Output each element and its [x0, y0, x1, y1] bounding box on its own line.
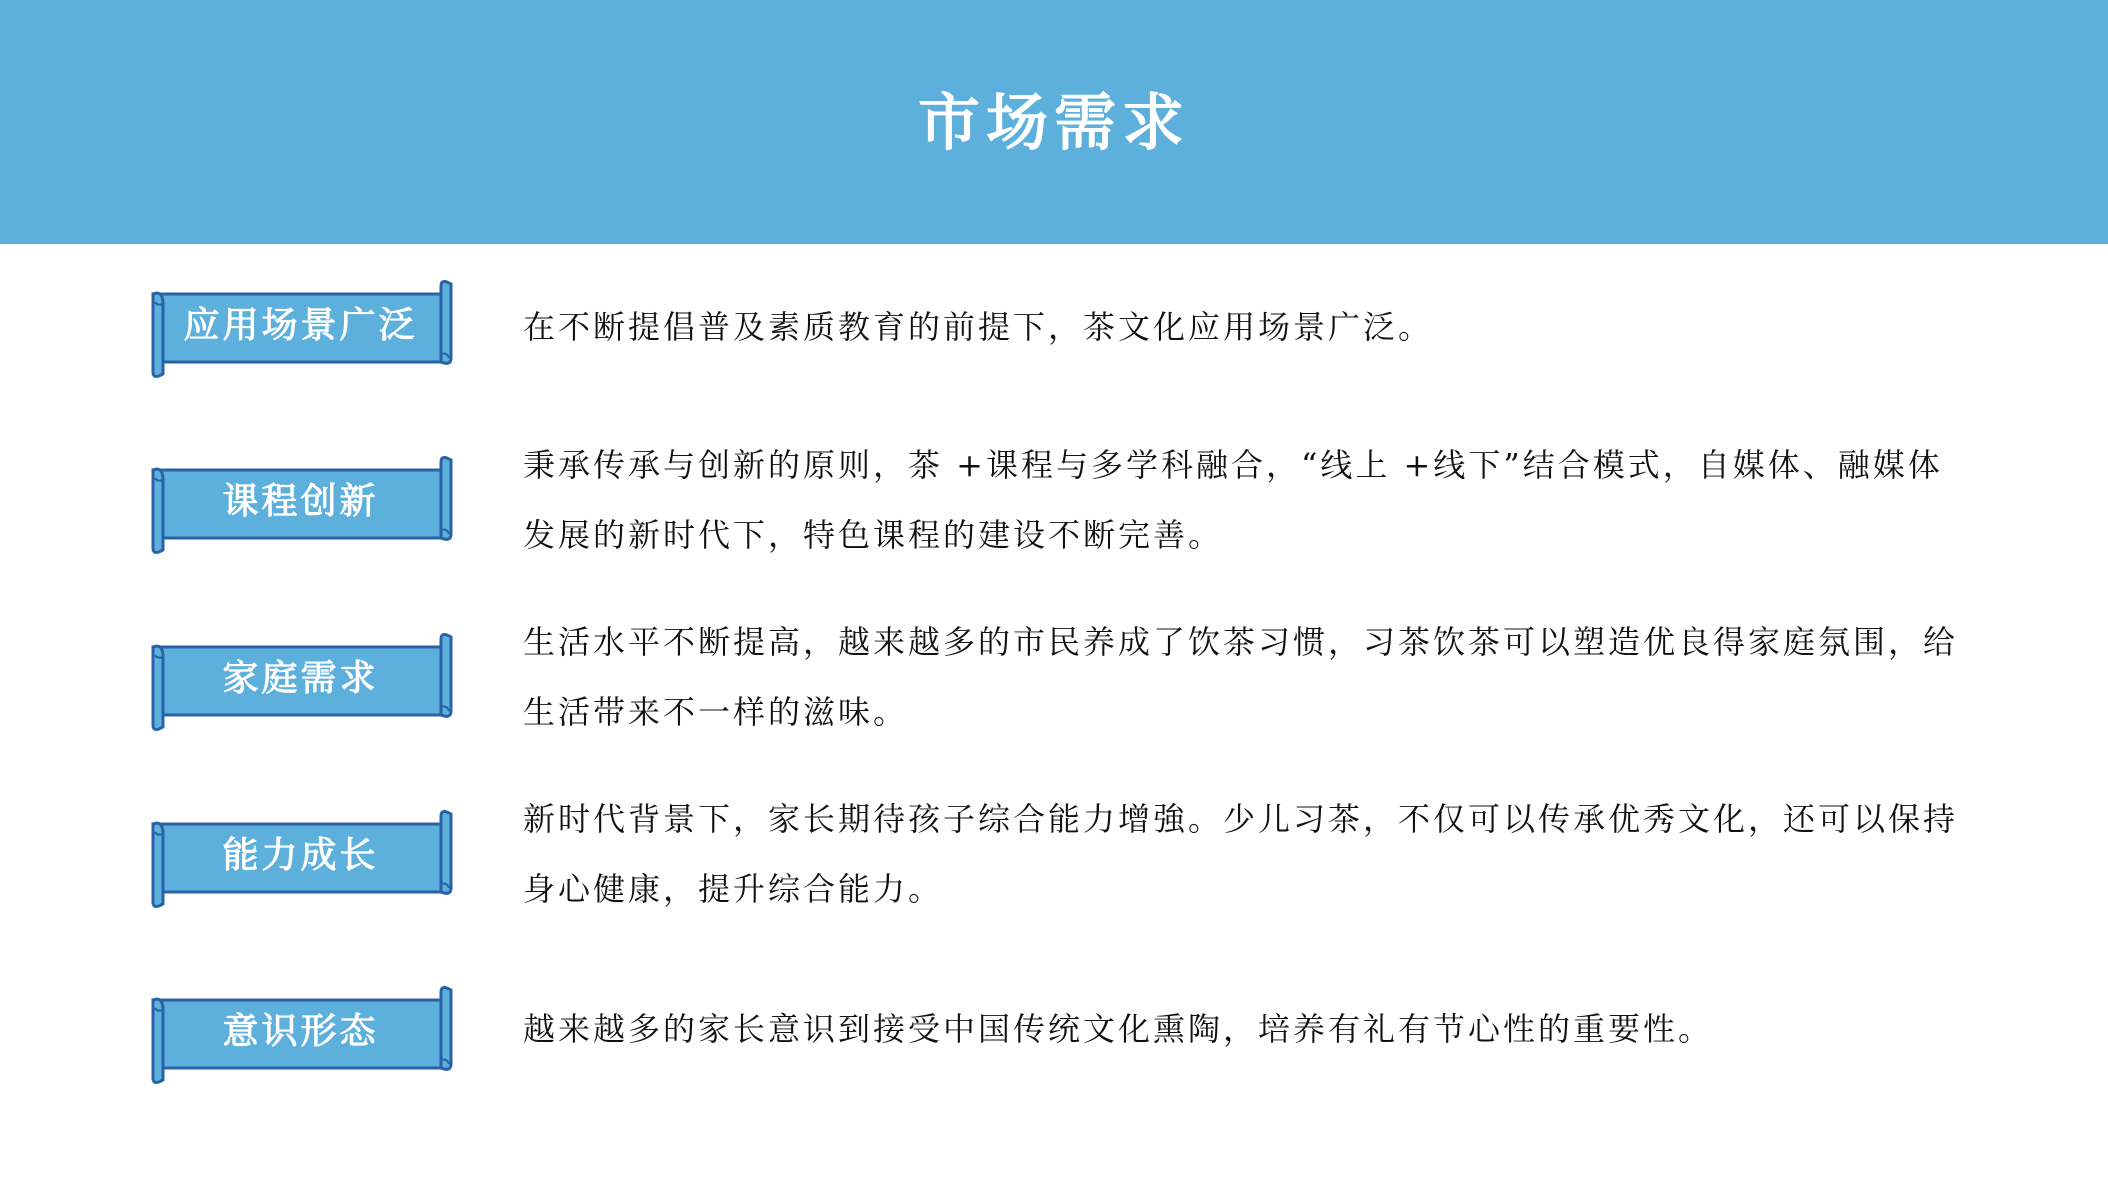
scroll-label: 意识形态	[222, 1010, 379, 1052]
scroll-label: 家庭需求	[222, 657, 379, 699]
scroll-label: 能力成长	[222, 834, 379, 876]
description-text: 越来越多的家长意识到接受中国传统文化熏陶，培养有礼有节心性的重要性。	[523, 1010, 1714, 1048]
scroll-banner-icon	[145, 633, 455, 733]
scroll-banner-icon	[145, 986, 455, 1086]
scroll-banner-icon	[145, 280, 455, 380]
description-text: 生活水平不断提高，越来越多的市民养成了饮茶习惯，习茶饮茶可以塑造优良得家庭氛围，给生活带来不一样的滋味。	[523, 623, 1959, 731]
description-text: 秉承传承与创新的原则，茶 +课程与多学科融合，“线上 +线下”结合模式，自媒体、融媒体发展的新时代下，特色课程的建设不断完善。	[523, 446, 1943, 554]
scroll-label: 课程创新	[222, 480, 379, 522]
description-text: 新时代背景下，家长期待孩子综合能力增強。少儿习茶，不仅可以传承优秀文化，还可以保持身心健康，提升综合能力。	[523, 800, 1959, 908]
page-title: 市场需求	[917, 86, 1190, 159]
scroll-banner-icon	[145, 456, 455, 556]
description-text: 在不断提倡普及素质教育的前提下，茶文化应用场景广泛。	[523, 308, 1434, 346]
scroll-banner-icon	[145, 810, 455, 910]
scroll-label: 应用场景广泛	[183, 304, 418, 346]
